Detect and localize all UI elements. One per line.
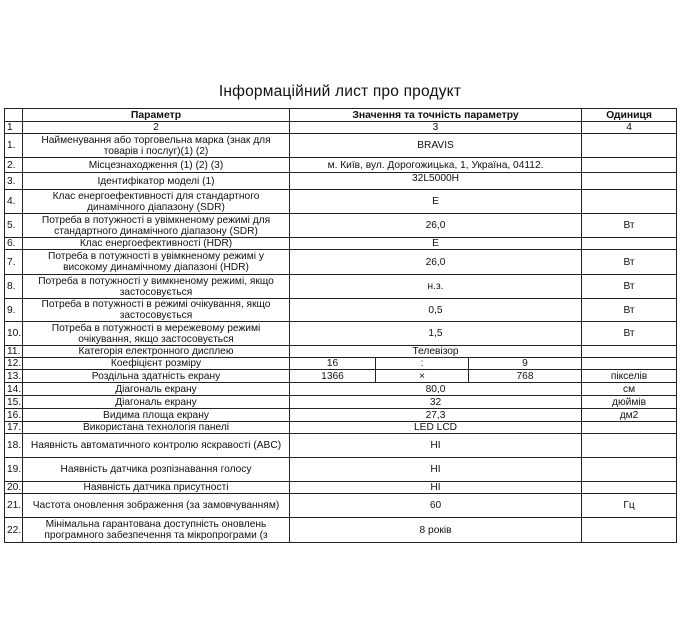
table-row: 6. Клас енергоефективності (HDR) E — [5, 238, 677, 250]
table-row: 10. Потреба в потужності в мережевому режимі очікування, якщо застосовується 1,5 Вт — [5, 322, 677, 346]
table-row: 8. Потреба в потужності у вимкненому режимі, якщо застосовується н.з. Вт — [5, 275, 677, 299]
table-row: 20. Наявність датчика присутності НІ — [5, 482, 677, 494]
header-num — [5, 109, 23, 122]
table-row: 19. Наявність датчика розпізнавання голосу НІ — [5, 458, 677, 482]
document-title: Інформаційний лист про продукт — [218, 83, 462, 100]
table-row: 7. Потреба в потужності в увімкненому режимі у високому динамічному діапазоні (HDR) 26,0 Вт — [5, 250, 677, 275]
table-row: 1. Найменування або торговельна марка (знак для товарів і послуг)(1) (2) BRAVIS — [5, 134, 677, 158]
table-row: 4. Клас енергоефективності для стандартного динамічного діапазону (SDR) E — [5, 190, 677, 214]
header-unit: Одиниця — [582, 109, 677, 122]
index-row: 1 2 3 4 — [5, 122, 677, 134]
table-row: 5. Потреба в потужності в увімкненому режимі для стандартного динамічного діапазону (SDR) 26,0 Вт — [5, 214, 677, 238]
table-row: 12. Коефіцієнт розміру 16 : 9 — [5, 358, 677, 370]
header-value: Значення та точність параметру — [290, 109, 582, 122]
table-row: 13. Роздільна здатність екрану 1366 × 768 пікселів — [5, 370, 677, 383]
table-row: 15. Діагональ екрану 32 дюймів — [5, 396, 677, 409]
table-row: 2. Місцезнаходження (1) (2) (3) м. Київ, вул. Дорогожицька, 1, Україна, 04112. — [5, 158, 677, 173]
header-row — [5, 109, 677, 122]
table-row: 22. Мінімальна гарантована доступність оновлень програмного забезпечення та мікропрограми (з 8 років — [5, 518, 677, 543]
table-row: 11. Категорія електронного дисплею Телевізор — [5, 346, 677, 358]
table-row: 9. Потреба в потужності в режимі очікування, якщо застосовується 0,5 Вт — [5, 299, 677, 322]
table-row: 3. Ідентифікатор моделі (1) 32L5000H — [5, 173, 677, 190]
table-row: 16. Видима площа екрану 27,3 дм2 — [5, 409, 677, 422]
table-row: 17. Використана технологія панелі LED LCD — [5, 422, 677, 434]
table-row: 21. Частота оновлення зображення (за замовчуванням) 60 Гц — [5, 494, 677, 518]
table-row: 14. Діагональ екрану 80,0 см — [5, 383, 677, 396]
table-row: 18. Наявність автоматичного контролю яскравості (ABC) НІ — [5, 434, 677, 458]
product-info-table — [4, 108, 677, 543]
header-param: Параметр — [23, 109, 290, 122]
